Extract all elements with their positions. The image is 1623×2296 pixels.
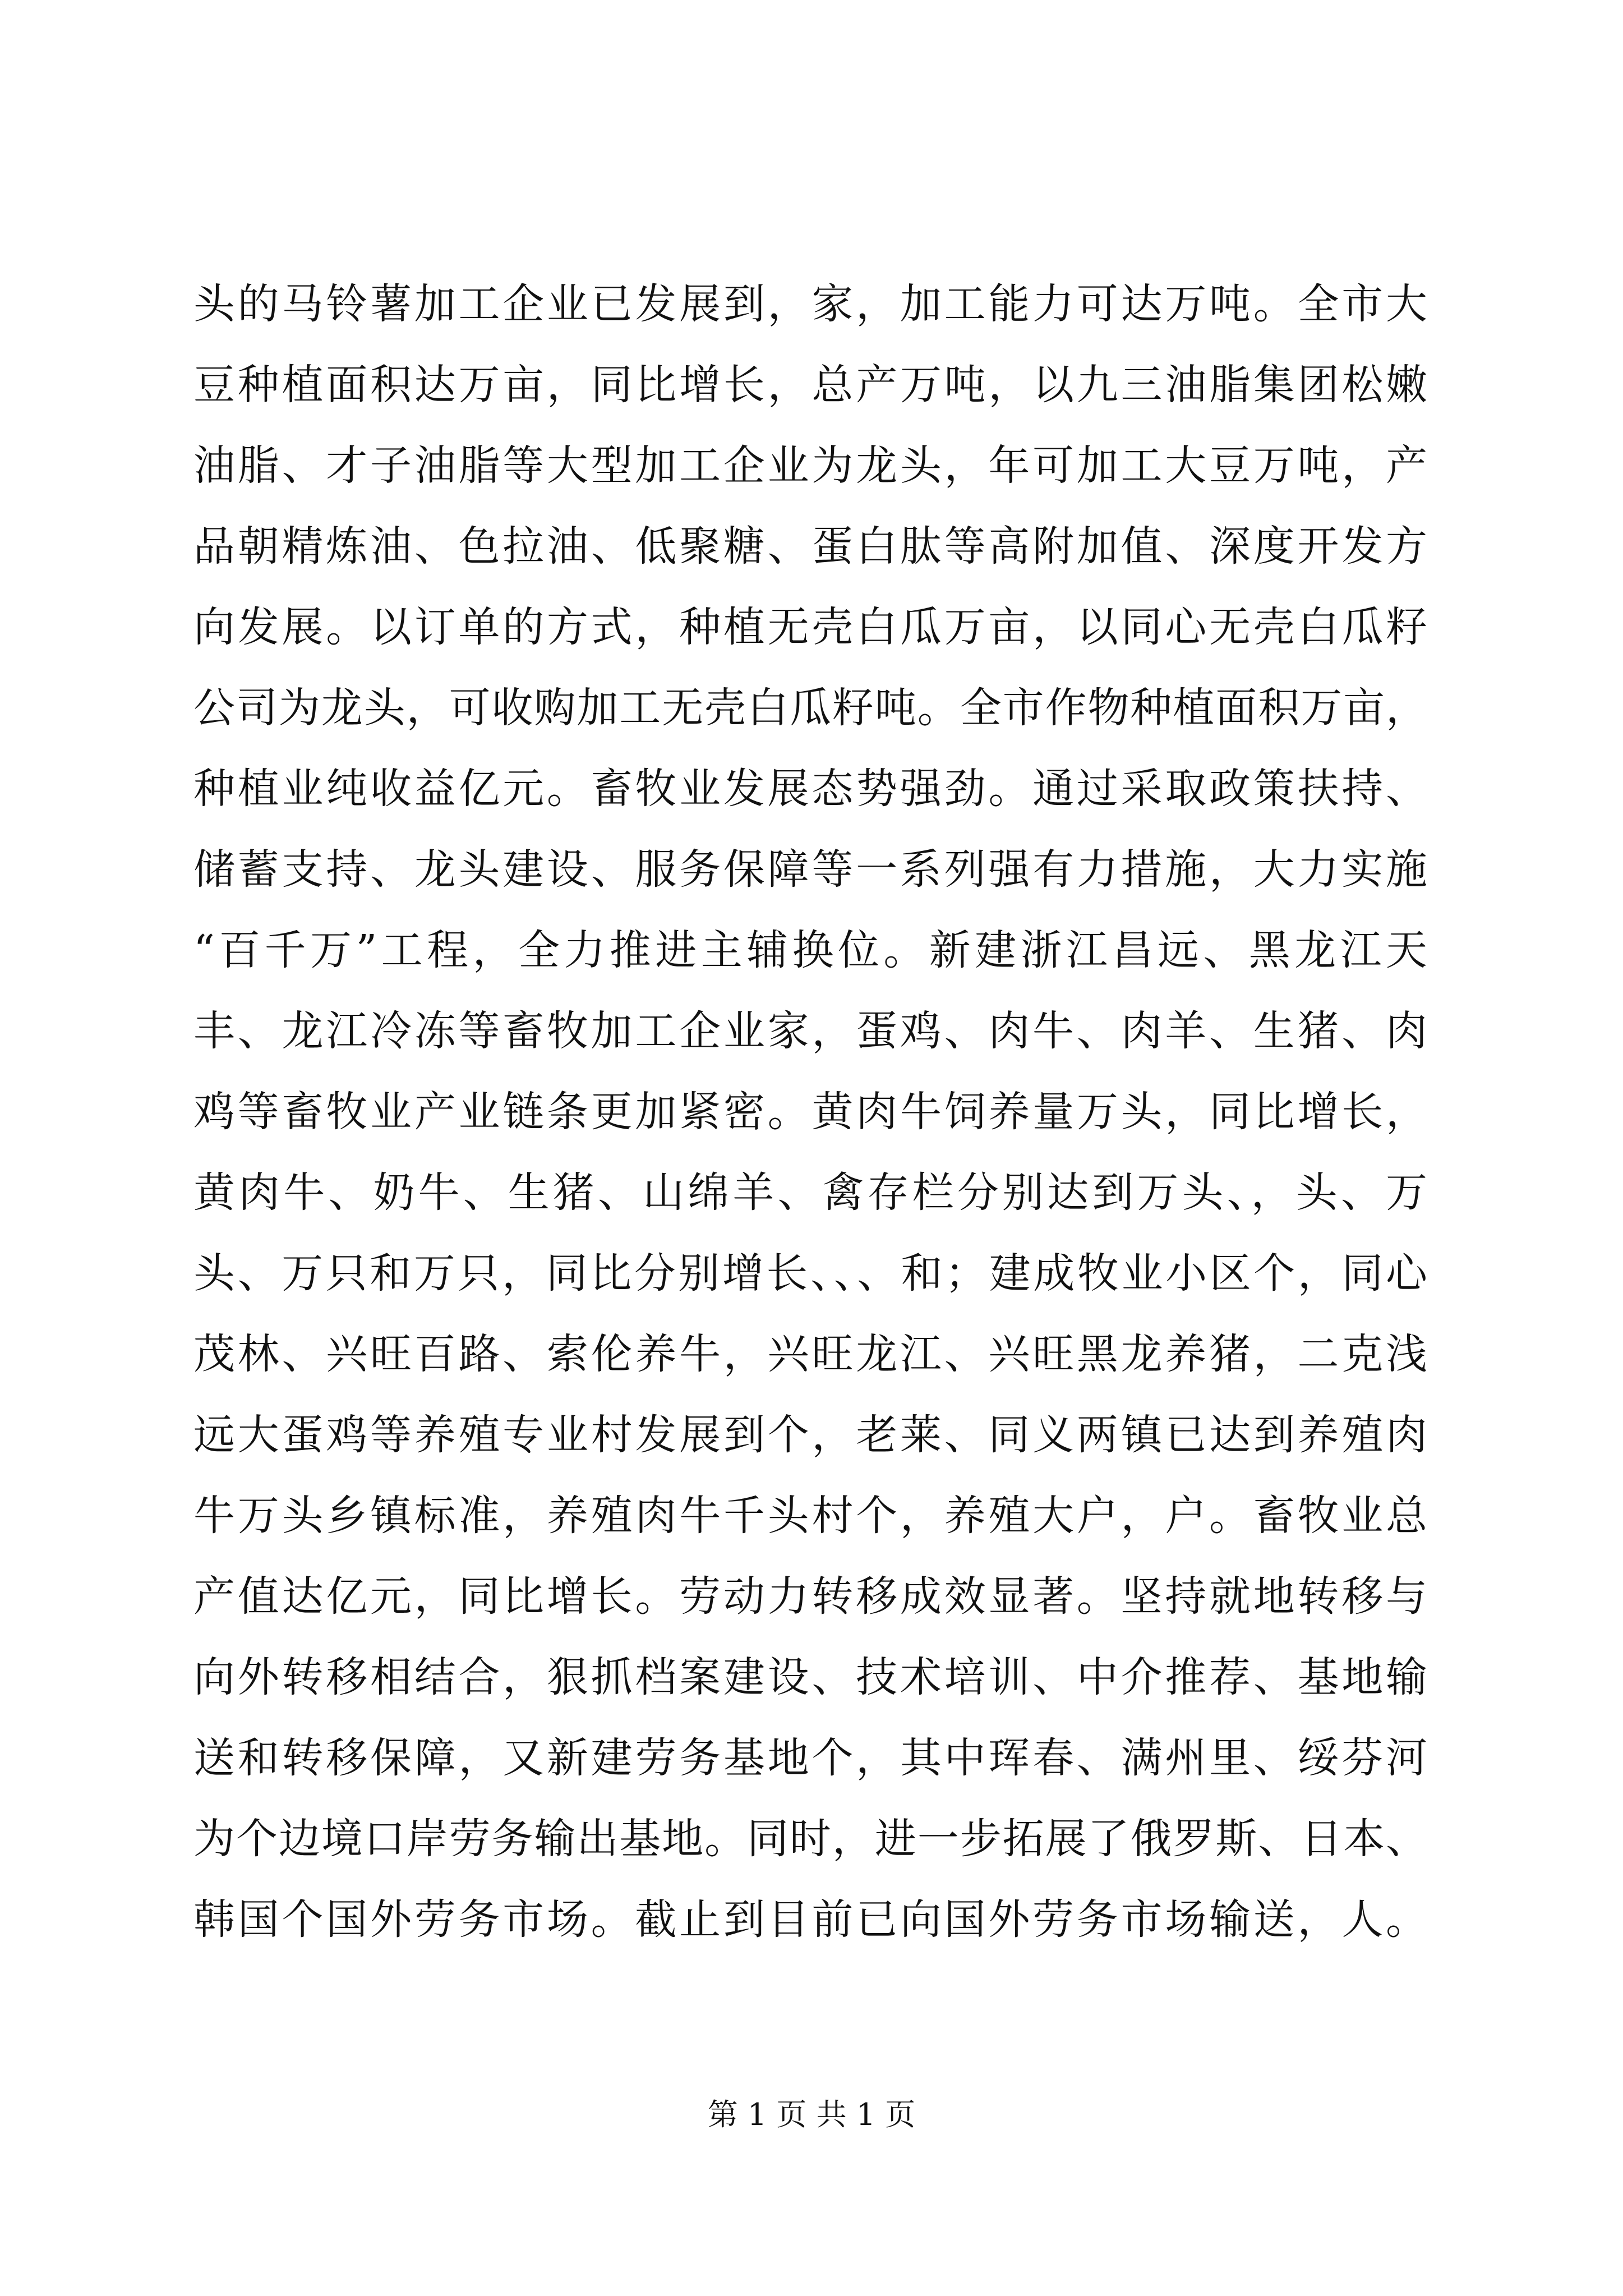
text-line-11: 鸡等畜牧业产业链条更加紧密。黄肉牛饲养量万头，同比增长， <box>193 1088 1427 1136</box>
text-line-5: 向发展。以订单的方式，种植无壳白瓜万亩，以同心无壳白瓜籽 <box>193 603 1427 651</box>
text-line-3: 油脂、才子油脂等大型加工企业为龙头，年可加工大豆万吨，产 <box>193 441 1427 490</box>
text-line-1: 头的马铃薯加工企业已发展到，家，加工能力可达万吨。全市大 <box>193 280 1427 328</box>
text-line-7: 种植业纯收益亿元。畜牧业发展态势强劲。通过采取政策扶持、 <box>193 765 1427 813</box>
text-line-17: 产值达亿元，同比增长。劳动力转移成效显著。坚持就地转移与 <box>193 1572 1427 1621</box>
text-line-15: 远大蛋鸡等养殖专业村发展到个，老莱、同义两镇已达到养殖肉 <box>193 1411 1427 1459</box>
text-line-2: 豆种植面积达万亩，同比增长，总产万吨，以九三油脂集团松嫩 <box>193 361 1427 409</box>
text-line-16: 牛万头乡镇标准，养殖肉牛千头村个，养殖大户，户。畜牧业总 <box>193 1492 1427 1540</box>
text-line-6: 公司为龙头，可收购加工无壳白瓜籽吨。全市作物种植面积万亩， <box>193 684 1427 732</box>
body-paragraph <box>193 264 1427 1960</box>
text-line-20: 为个边境口岸劳务输出基地。同时，进一步拓展了俄罗斯、日本、 <box>193 1815 1427 1863</box>
text-line-10: 丰、龙江冷冻等畜牧加工企业家，蛋鸡、肉牛、肉羊、生猪、肉 <box>193 1007 1427 1055</box>
text-line-18: 向外转移相结合，狠抓档案建设、技术培训、中介推荐、基地输 <box>193 1653 1427 1701</box>
text-line-14: 茂林、兴旺百路、索伦养牛，兴旺龙江、兴旺黑龙养猪，二克浅 <box>193 1330 1427 1378</box>
text-line-19: 送和转移保障，又新建劳务基地个，其中珲春、满州里、绥芬河 <box>193 1734 1427 1782</box>
text-line-12: 黄肉牛、奶牛、生猪、山绵羊、禽存栏分别达到万头、，头、万 <box>193 1168 1427 1217</box>
page-number-footer: 第 1 页 共 1 页 <box>707 2097 916 2132</box>
text-line-4: 品朝精炼油、色拉油、低聚糖、蛋白肽等高附加值、深度开发方 <box>193 522 1427 570</box>
text-line-21: 韩国个国外劳务市场。截止到目前已向国外劳务市场输送，人。 <box>193 1895 1427 1944</box>
text-line-13: 头、万只和万只，同比分别增长、、、和；建成牧业小区个，同心 <box>193 1249 1427 1297</box>
text-line-8: 储蓄支持、龙头建设、服务保障等一系列强有力措施，大力实施 <box>193 845 1427 894</box>
text-line-9: “百千万”工程，全力推进主辅换位。新建浙江昌远、黑龙江天 <box>193 926 1427 974</box>
